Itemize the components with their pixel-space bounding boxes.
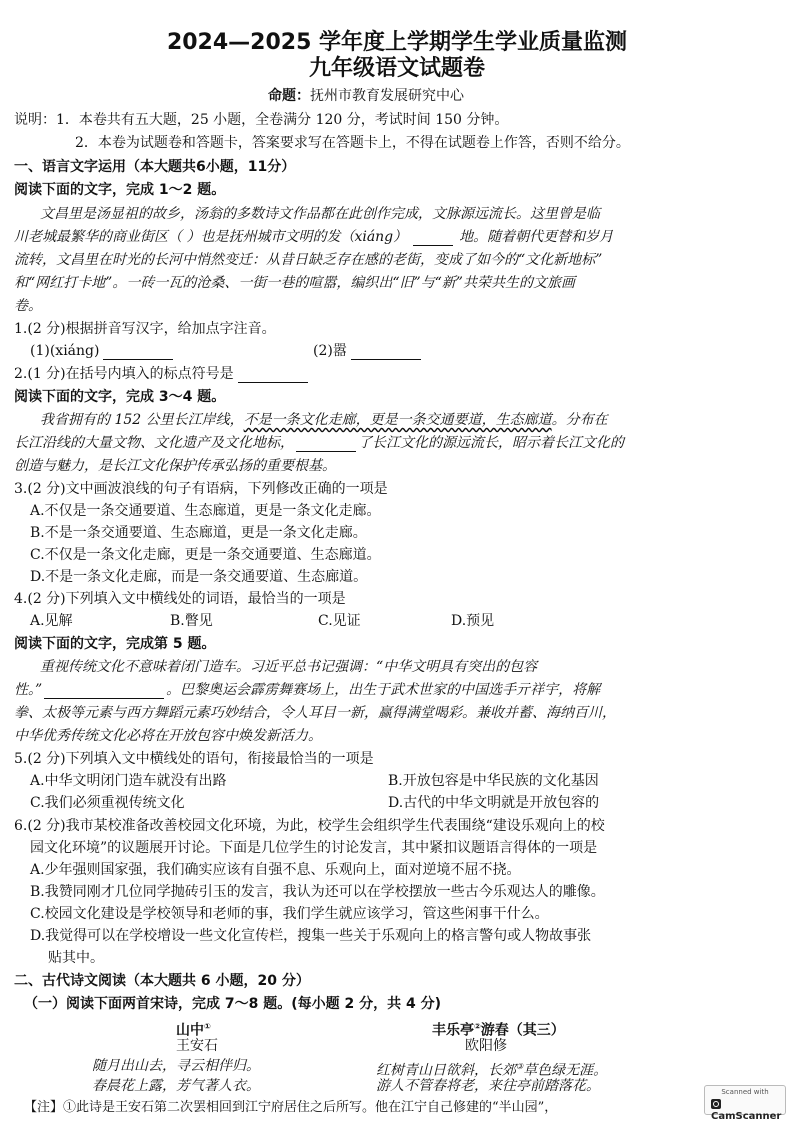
question-6-line1: 6.(2 分)我市某校准备改善校园文化环境，为此，校学生会组织学生代表围绕“建设乐观向上的校 [14,818,605,834]
read-instruction-3: 阅读下面的文字，完成第 5 题。 [14,636,216,652]
question-1-part1: (1)(xiáng) [30,343,173,360]
passage1-line2: 川老城最繁华的商业街区（ ）也是抚州城市文明的发（xiáng） 地。随着朝代更替和岁月 [14,229,614,245]
passage1-line5: 卷。 [14,298,42,314]
passage3-line3: 拳、太极等元素与西方舞蹈元素巧妙结合，令人耳目一新，赢得满堂喝彩。兼收并蓄、海纳百川， [14,705,616,721]
poem2-line1: 红树青山日欲斜，长郊③草色绿无涯。 [376,1062,608,1079]
answer-blank [351,346,421,360]
question-5-option-b: B.开放包容是中华民族的文化基因 [388,773,599,789]
question-3-option-a: A.不仅是一条交通要道、生态廊道，更是一条文化走廊。 [30,503,381,519]
poem1-author: 王安石 [176,1038,218,1054]
exam-title: 2024—2025 学年度上学期学生学业质量监测 [166,30,628,55]
question-4: 4.(2 分)下列填入文中横线处的词语，最恰当的一项是 [14,591,346,607]
question-4-option-d: D.预见 [451,613,495,629]
instruction-1: 说明：1．本卷共有五大题，25 小题，全卷满分 120 分，考试时间 150 分钟。 [14,112,509,128]
question-6-line2: 园文化环境”的议题展开讨论。下面是几位学生的讨论发言，其中紧扣议题语言得体的一项是 [30,840,598,856]
section2-heading: 二、古代诗文阅读（本大题共 6 小题，20 分） [14,973,310,989]
setter-name: 抚州市教育发展研究中心 [310,88,464,104]
passage1-line1: 文昌里是汤显祖的故乡，汤翁的多数诗文作品都在此创作完成，文脉源远流长。这里曾是临 [40,206,600,222]
wavy-sentence: 不是一条文化走廊，更是一条交通要道，生态廊道 [243,412,552,428]
answer-blank [413,232,453,246]
passage3-line2: 性。” 。巴黎奥运会霹雳舞赛场上，出生于武术世家的中国选手亓祥宇，将解 [14,682,601,698]
camscanner-logo-icon [711,1099,721,1109]
question-5-option-d: D.古代的中华文明就是开放包容的 [388,795,600,811]
read-instruction-2: 阅读下面的文字，完成 3～4 题。 [14,389,226,405]
poem2-line2: 游人不管春将老，来往亭前踏落花。 [376,1078,600,1094]
question-4-option-a: A.见解 [30,613,73,629]
question-3-option-d: D.不是一条文化走廊，而是一条交通要道、生态廊道。 [30,569,368,585]
answer-blank [238,369,308,383]
question-1-part2: (2)嚣 [313,343,421,360]
passage2-line3: 创造与魅力，是长江文化保护传承弘扬的重要根基。 [14,458,336,474]
answer-blank [44,685,164,699]
passage1-line4: 和“网红打卡地”。一砖一瓦的沧桑、一街一巷的喧嚣，编织出“旧”与“新”共荣共生的文旅画 [14,275,575,291]
question-6-option-c: C.校园文化建设是学校领导和老师的事，我们学生就应该学习，管这些闲事干什么。 [30,906,549,922]
passage1-line3: 流转，文昌里在时光的长河中悄然变迁：从昔日缺乏存在感的老街，变成了如今的“文化新地标” [14,252,603,268]
poem2-author: 欧阳修 [465,1038,507,1054]
question-6-option-d-line1: D.我觉得可以在学校增设一些文化宣传栏，搜集一些关于乐观向上的格言警句或人物故事张 [30,928,592,944]
passage2-line2: 长江沿线的大量文物、文化遗产及文化地标， 了长江文化的源远流长，昭示着长江文化的 [14,435,624,451]
question-5-option-a: A.中华文明闭门造车就没有出路 [30,773,227,789]
question-5-option-c: C.我们必须重视传统文化 [30,795,185,811]
passage3-line1: 重视传统文化不意味着闭门造车。习近平总书记强调：“中华文明具有突出的包容 [40,659,538,675]
question-4-option-c: C.见证 [318,613,361,629]
camscanner-watermark [704,1085,786,1122]
passage2-line1: 我省拥有的 152 公里长江岸线，不是一条文化走廊，更是一条交通要道，生态廊道。分布在 [40,412,608,428]
setter-label: 命题： [268,88,310,104]
read-instruction-1: 阅读下面的文字，完成 1～2 题。 [14,182,226,198]
poem1-line1: 随月出山去，寻云相伴归。 [92,1058,260,1074]
question-3: 3.(2 分)文中画波浪线的句子有语病，下列修改正确的一项是 [14,481,388,497]
watermark-bottom: CamScanner [711,1099,785,1122]
exam-subtitle: 九年级语文试题卷 [308,56,485,81]
question-6-option-a: A.少年强则国家强，我们确实应该有自强不息、乐观向上，面对逆境不屈不挠。 [30,862,521,878]
setter-line [268,88,464,105]
question-6-option-b: B.我赞同刚才几位同学抛砖引玉的发言，我认为还可以在学校摆放一些古今乐观达人的雕像。 [30,884,605,900]
question-4-option-b: B.瞥见 [170,613,213,629]
question-2: 2.(1 分)在括号内填入的标点符号是 [14,366,308,383]
poem1-title: 山中① [176,1022,211,1039]
section1-heading: 一、语言文字运用（本大题共6小题，11分） [14,159,296,175]
answer-blank [103,346,173,360]
question-5: 5.(2 分)下列填入文中横线处的语句，衔接最恰当的一项是 [14,751,374,767]
question-1: 1.(2 分)根据拼音写汉字，给加点字注音。 [14,321,276,337]
question-3-option-c: C.不仅是一条文化走廊，更是一条交通要道、生态廊道。 [30,547,381,563]
notes-line1: 【注】①此诗是王安石第二次罢相回到江宁府居住之后所写。他在江宁自己修建的“半山园”， [24,1100,558,1115]
passage3-line4: 中华优秀传统文化必将在开放包容中焕发新活力。 [14,728,322,744]
section2-sub1: （一）阅读下面两首宋诗，完成 7～8 题。(每小题 2 分，共 4 分) [24,996,442,1012]
poem1-line2: 春晨花上露，芳气著人衣。 [92,1078,260,1094]
poem2-title: 丰乐亭②游春（其三） [432,1022,565,1039]
instruction-2: 2．本卷为试题卷和答题卡，答案要求写在答题卡上，不得在试题卷上作答，否则不给分。 [75,135,630,151]
question-3-option-b: B.不是一条交通要道、生态廊道，更是一条文化走廊。 [30,525,367,541]
question-6-option-d-line2: 贴其中。 [48,950,104,966]
answer-blank [296,438,356,452]
watermark-top: Scanned with [721,1088,769,1096]
